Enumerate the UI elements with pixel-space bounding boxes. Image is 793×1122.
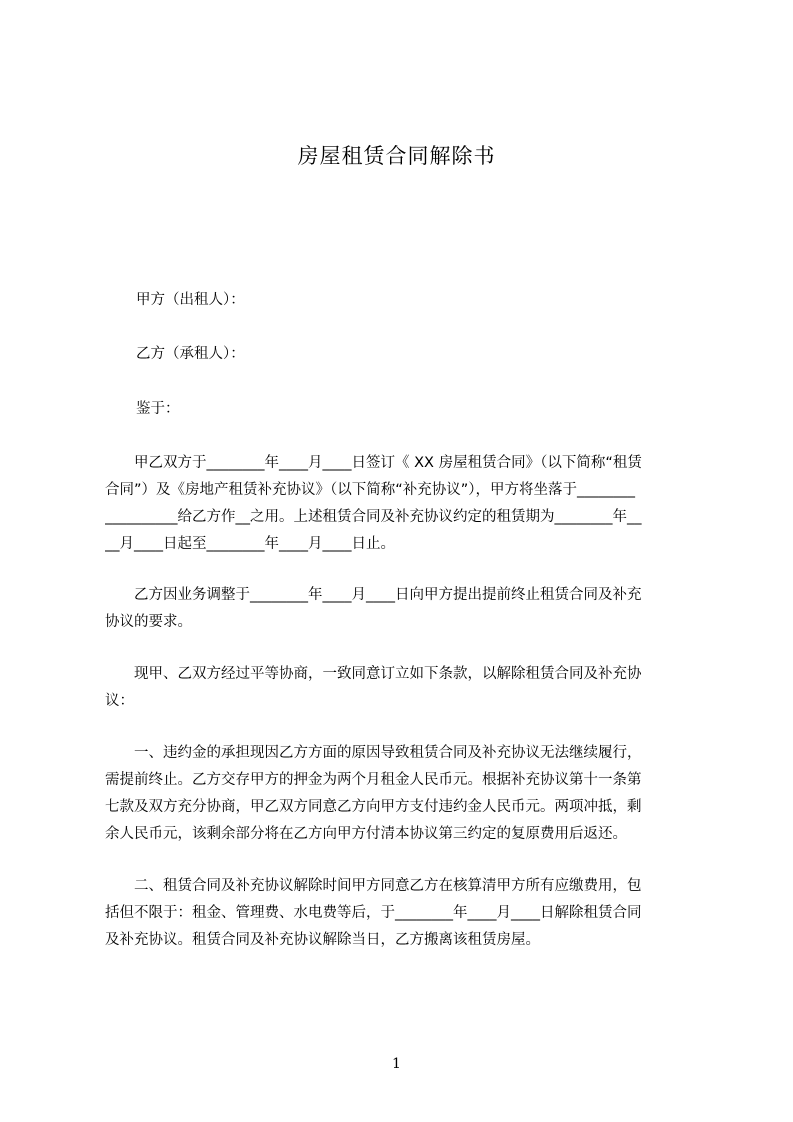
party-b-line: 乙方（承租人）： — [136, 346, 245, 362]
clause-1-line: 余人民币元，该剩余部分将在乙方向甲方付清本协议第三约定的复原费用后返还。 — [105, 826, 627, 842]
paragraph-2-line: 乙方因业务调整于________年____月____日向甲方提出提前终止租赁合同及补充 — [105, 587, 642, 603]
document-title: 房屋租赁合同解除书 — [297, 144, 496, 168]
clause-2-line: 二、租赁合同及补充协议解除时间甲方同意乙方在核算清甲方所有应缴费用，包 — [105, 878, 642, 894]
clause-1-line: 需提前终止。乙方交存甲方的押金为两个月租金人民币元。根据补充协议第十一条第 — [105, 772, 642, 788]
clause-1-line: 一、违约金的承担现因乙方方面的原因导致租赁合同及补充协议无法继续履行， — [105, 745, 642, 761]
party-a-line: 甲方（出租人）： — [136, 292, 245, 308]
whereas-line: 鉴于： — [136, 401, 180, 417]
clause-1-line: 七款及双方充分协商，甲乙双方同意乙方向甲方支付违约金人民币元。两项冲抵，剩 — [105, 799, 642, 815]
paragraph-1-line: 甲乙双方于________年____月____日签订《 XX 房屋租赁合同》（以下简称“租赁 — [105, 455, 642, 471]
page-number: 1 — [392, 1056, 401, 1072]
paragraph-1-line: __________给乙方作__之用。上述租赁合同及补充协议约定的租赁期为________年__ — [105, 509, 642, 525]
paragraph-2-line: 协议的要求。 — [105, 614, 192, 630]
paragraph-3-line: 议： — [105, 693, 134, 709]
paragraph-3-line: 现甲、乙双方经过平等协商，一致同意订立如下条款，以解除租赁合同及补充协 — [105, 666, 642, 682]
paragraph-1-line: __月____日起至________年____月____日止。 — [105, 536, 395, 552]
paragraph-1-line: 合同”）及《房地产租赁补充协议》（以下简称“补充协议”），甲方将坐落于________ — [105, 482, 636, 498]
clause-2-line: 及补充协议。租赁合同及补充协议解除当日，乙方搬离该租赁房屋。 — [105, 932, 540, 948]
clause-2-line: 括但不限于：租金、管理费、水电费等后，于________年____月____日解除租赁合同 — [105, 905, 642, 921]
